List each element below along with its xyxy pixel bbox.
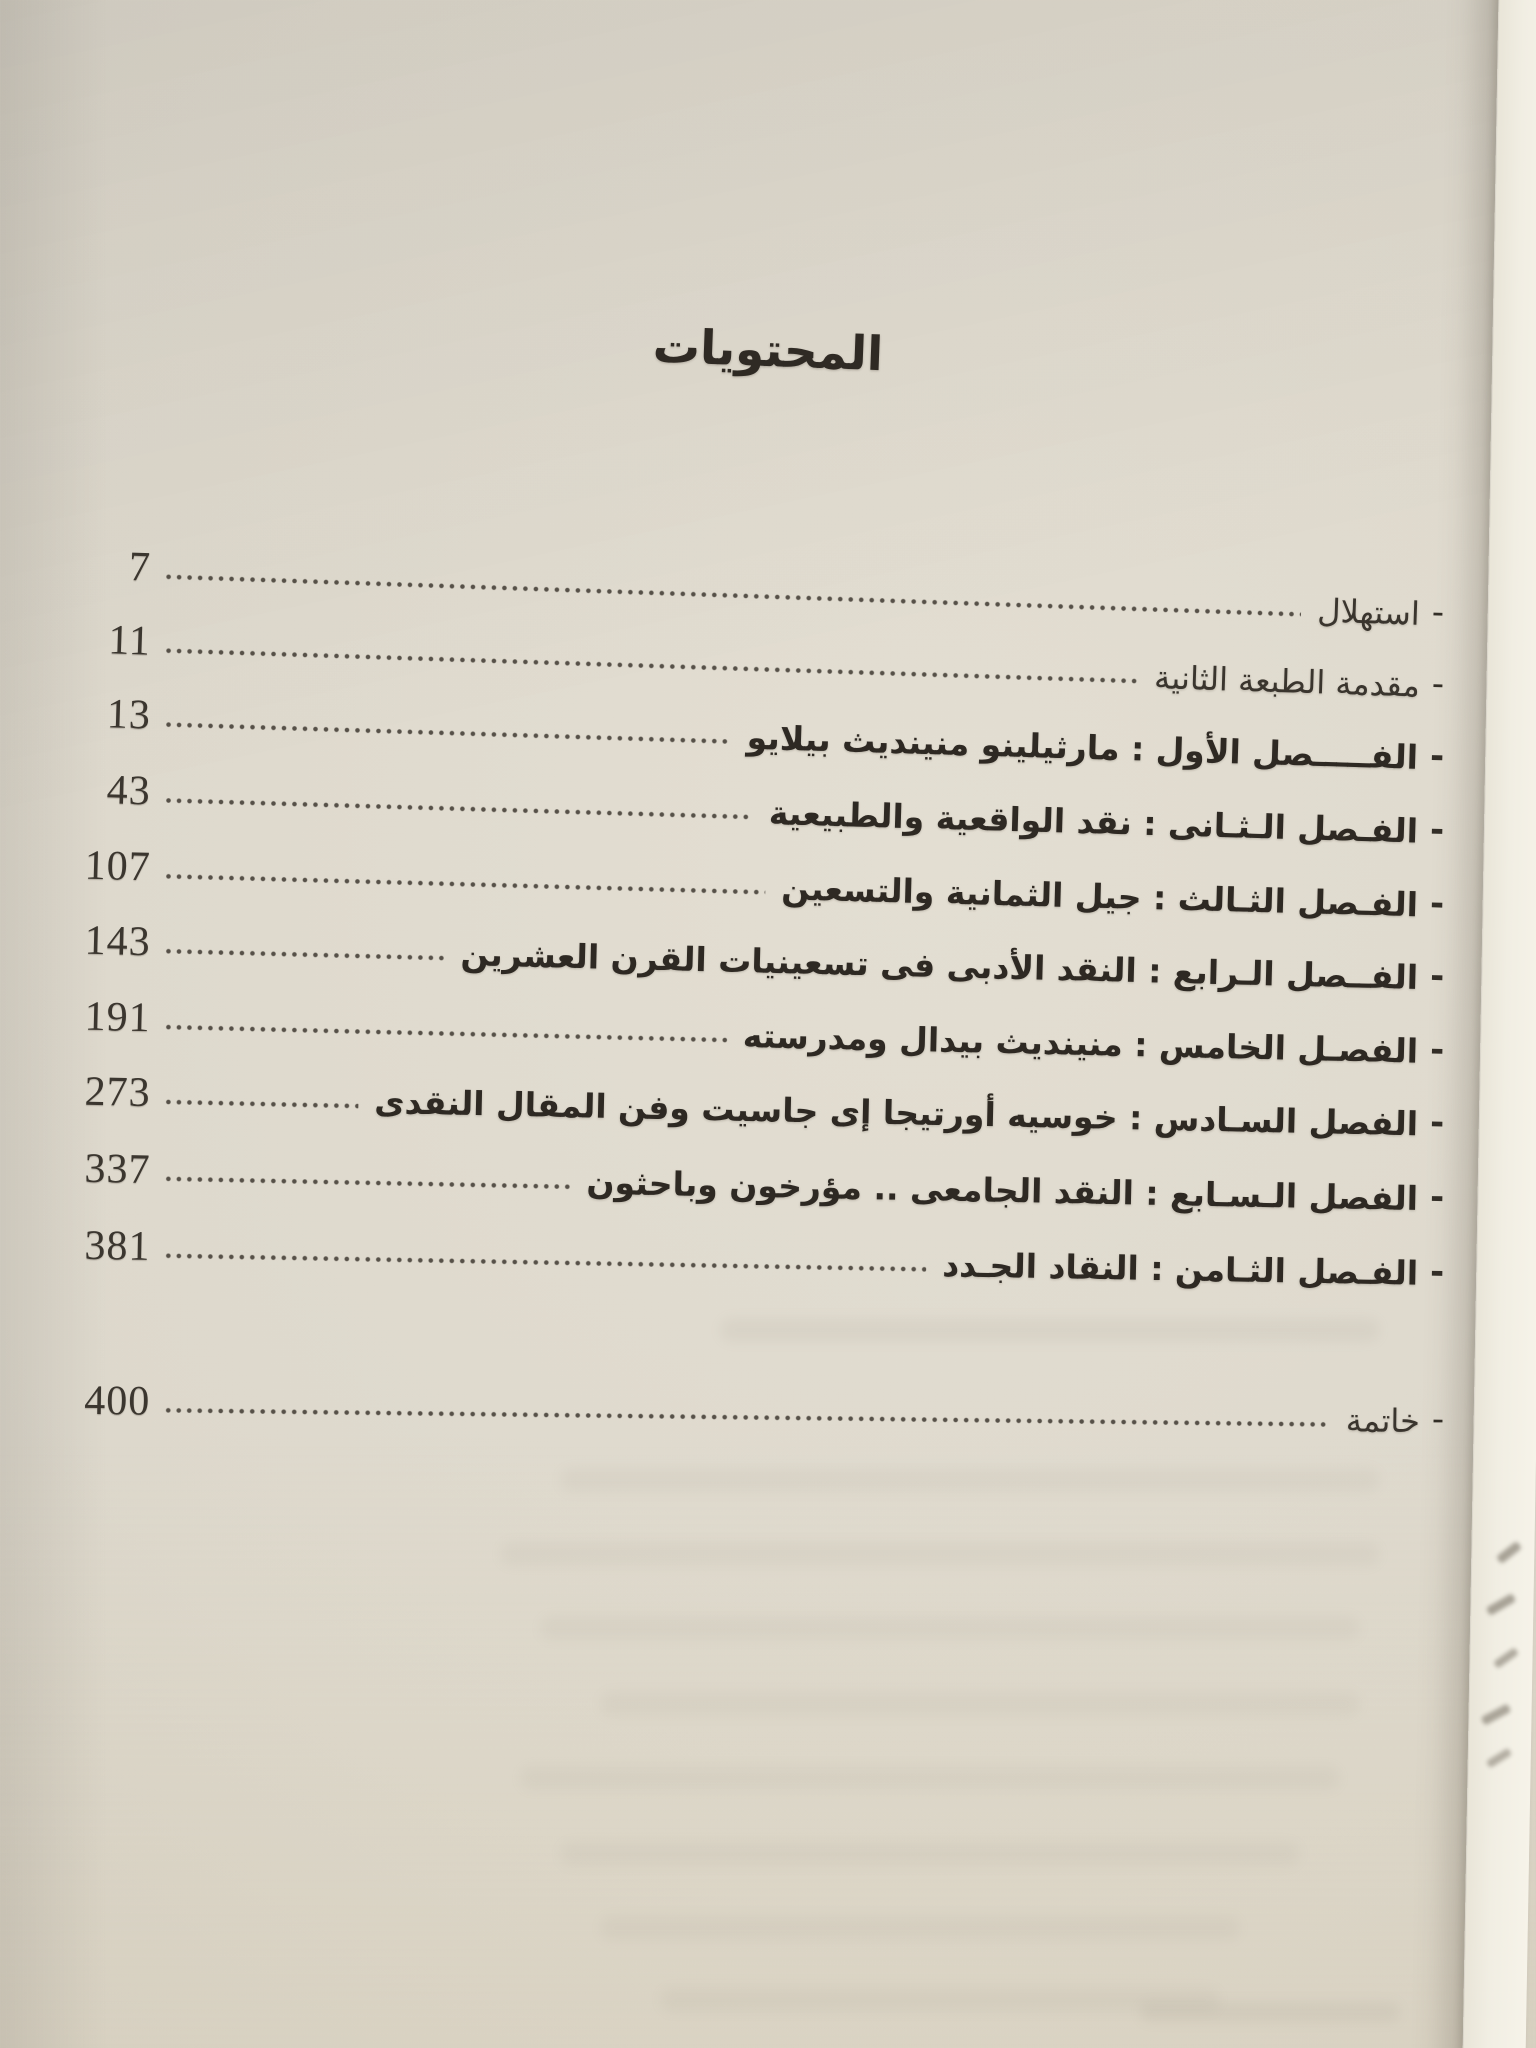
dash: -	[1429, 1177, 1445, 1218]
toc-row	[58, 1371, 1445, 1446]
separator: :	[1131, 802, 1169, 843]
section-label: خاتمة	[1345, 1401, 1421, 1441]
dash: -	[1429, 1029, 1445, 1071]
chapter-name: الفــصل الـرابع	[1172, 951, 1419, 997]
page-number: 11	[107, 617, 152, 665]
dash: -	[1431, 663, 1445, 705]
chapter-name: الفصل السـادس	[1153, 1098, 1419, 1143]
bleed-through-line	[720, 1318, 1380, 1342]
chapter-name: الفصل الـسـابع	[1169, 1173, 1419, 1218]
section-label: استهلال	[1316, 591, 1421, 633]
dot-leader	[165, 648, 1139, 684]
toc-row	[58, 986, 1445, 1076]
bleed-through-line	[560, 1842, 1300, 1866]
chapter-entry-label	[374, 1076, 1419, 1148]
chapter-name: الفـصل الثـامن	[1174, 1248, 1419, 1293]
page-title: المحتويات	[651, 319, 885, 383]
dash: -	[1431, 1399, 1445, 1440]
page-number: 191	[84, 993, 152, 1042]
chapter-title: منينديث بيدال ومدرسته	[742, 1015, 1124, 1064]
page-number: 43	[106, 767, 152, 815]
page-number: 143	[84, 917, 152, 966]
section-label: مقدمة الطبعة الثانية	[1153, 658, 1421, 705]
bleed-through-line	[660, 1988, 1220, 2012]
adjacent-page-edge	[1462, 0, 1536, 2048]
bleed-through-line	[540, 1616, 1360, 1640]
page-number: 400	[84, 1377, 151, 1425]
separator: :	[1122, 1024, 1160, 1065]
chapter-entry-label	[746, 712, 1419, 782]
bleed-through-line	[600, 1916, 1240, 1940]
toc-row	[58, 1138, 1445, 1223]
chapter-name: الفصـل الخامس	[1158, 1025, 1419, 1071]
dot-leader	[164, 1408, 1330, 1427]
chapter-name: الفـصل الثـالث	[1177, 878, 1419, 924]
chapter-entry-label	[768, 788, 1418, 856]
page-number: 7	[128, 544, 152, 591]
page-number: 107	[84, 842, 152, 891]
dash: -	[1429, 883, 1445, 924]
dot-leader	[165, 574, 1302, 617]
bleed-through-line	[600, 1692, 1360, 1716]
separator: :	[1141, 877, 1179, 918]
dash: -	[1431, 592, 1445, 633]
chapter-title: خوسيه أورتيجا إى جاسيت وفن المقال النقدى	[373, 1081, 1119, 1137]
dash: -	[1429, 1251, 1445, 1293]
dot-leader	[164, 1253, 926, 1272]
page-number: 337	[84, 1145, 151, 1194]
chapter-title: النقد الجامعى .. مؤرخون وباحثون	[586, 1162, 1135, 1212]
dash: -	[1429, 1102, 1445, 1143]
chapter-title: النقد الأدبى فى تسعينيات القرن العشرين	[460, 933, 1138, 990]
chapter-entry-label	[460, 929, 1419, 1002]
chapter-title: النقاد الجـدد	[941, 1244, 1140, 1288]
chapter-entry-label	[781, 863, 1419, 929]
dot-leader	[164, 1025, 726, 1043]
dot-leader	[164, 949, 444, 961]
dot-leader	[164, 722, 730, 744]
chapter-title: مارثيلينو منينديث بيلايو	[746, 717, 1121, 768]
separator: :	[1136, 950, 1174, 991]
toc-row	[58, 1061, 1445, 1149]
chapter-title: جيل الثمانية والتسعين	[780, 867, 1143, 917]
dash: -	[1429, 956, 1445, 997]
page-number: 381	[84, 1222, 151, 1270]
chapter-name: الفـصل الـثـانى	[1167, 803, 1419, 851]
separator: :	[1119, 728, 1157, 769]
chapter-entry-label	[942, 1240, 1419, 1298]
separator: :	[1117, 1097, 1155, 1138]
toc-row	[58, 1215, 1445, 1298]
dot-leader	[164, 1176, 570, 1189]
chapter-entry-label	[586, 1157, 1419, 1223]
separator: :	[1138, 1248, 1176, 1288]
bleed-through-line	[500, 1542, 1380, 1566]
dot-leader	[164, 1099, 358, 1108]
page-number: 273	[84, 1068, 152, 1117]
bleed-through-line	[1140, 2002, 1400, 2022]
dash: -	[1429, 809, 1445, 851]
chapter-name: الفـــــصل الأول	[1155, 729, 1419, 777]
page-number: 13	[106, 691, 152, 739]
dot-leader	[164, 874, 765, 895]
bleed-through-line	[520, 1766, 1340, 1790]
chapter-entry-label	[742, 1010, 1418, 1075]
dot-leader	[164, 798, 752, 820]
chapter-title: نقد الواقعية والطبيعية	[768, 792, 1133, 842]
bleed-through-line	[560, 1468, 1380, 1492]
dash: -	[1429, 736, 1445, 777]
separator: :	[1133, 1172, 1171, 1213]
